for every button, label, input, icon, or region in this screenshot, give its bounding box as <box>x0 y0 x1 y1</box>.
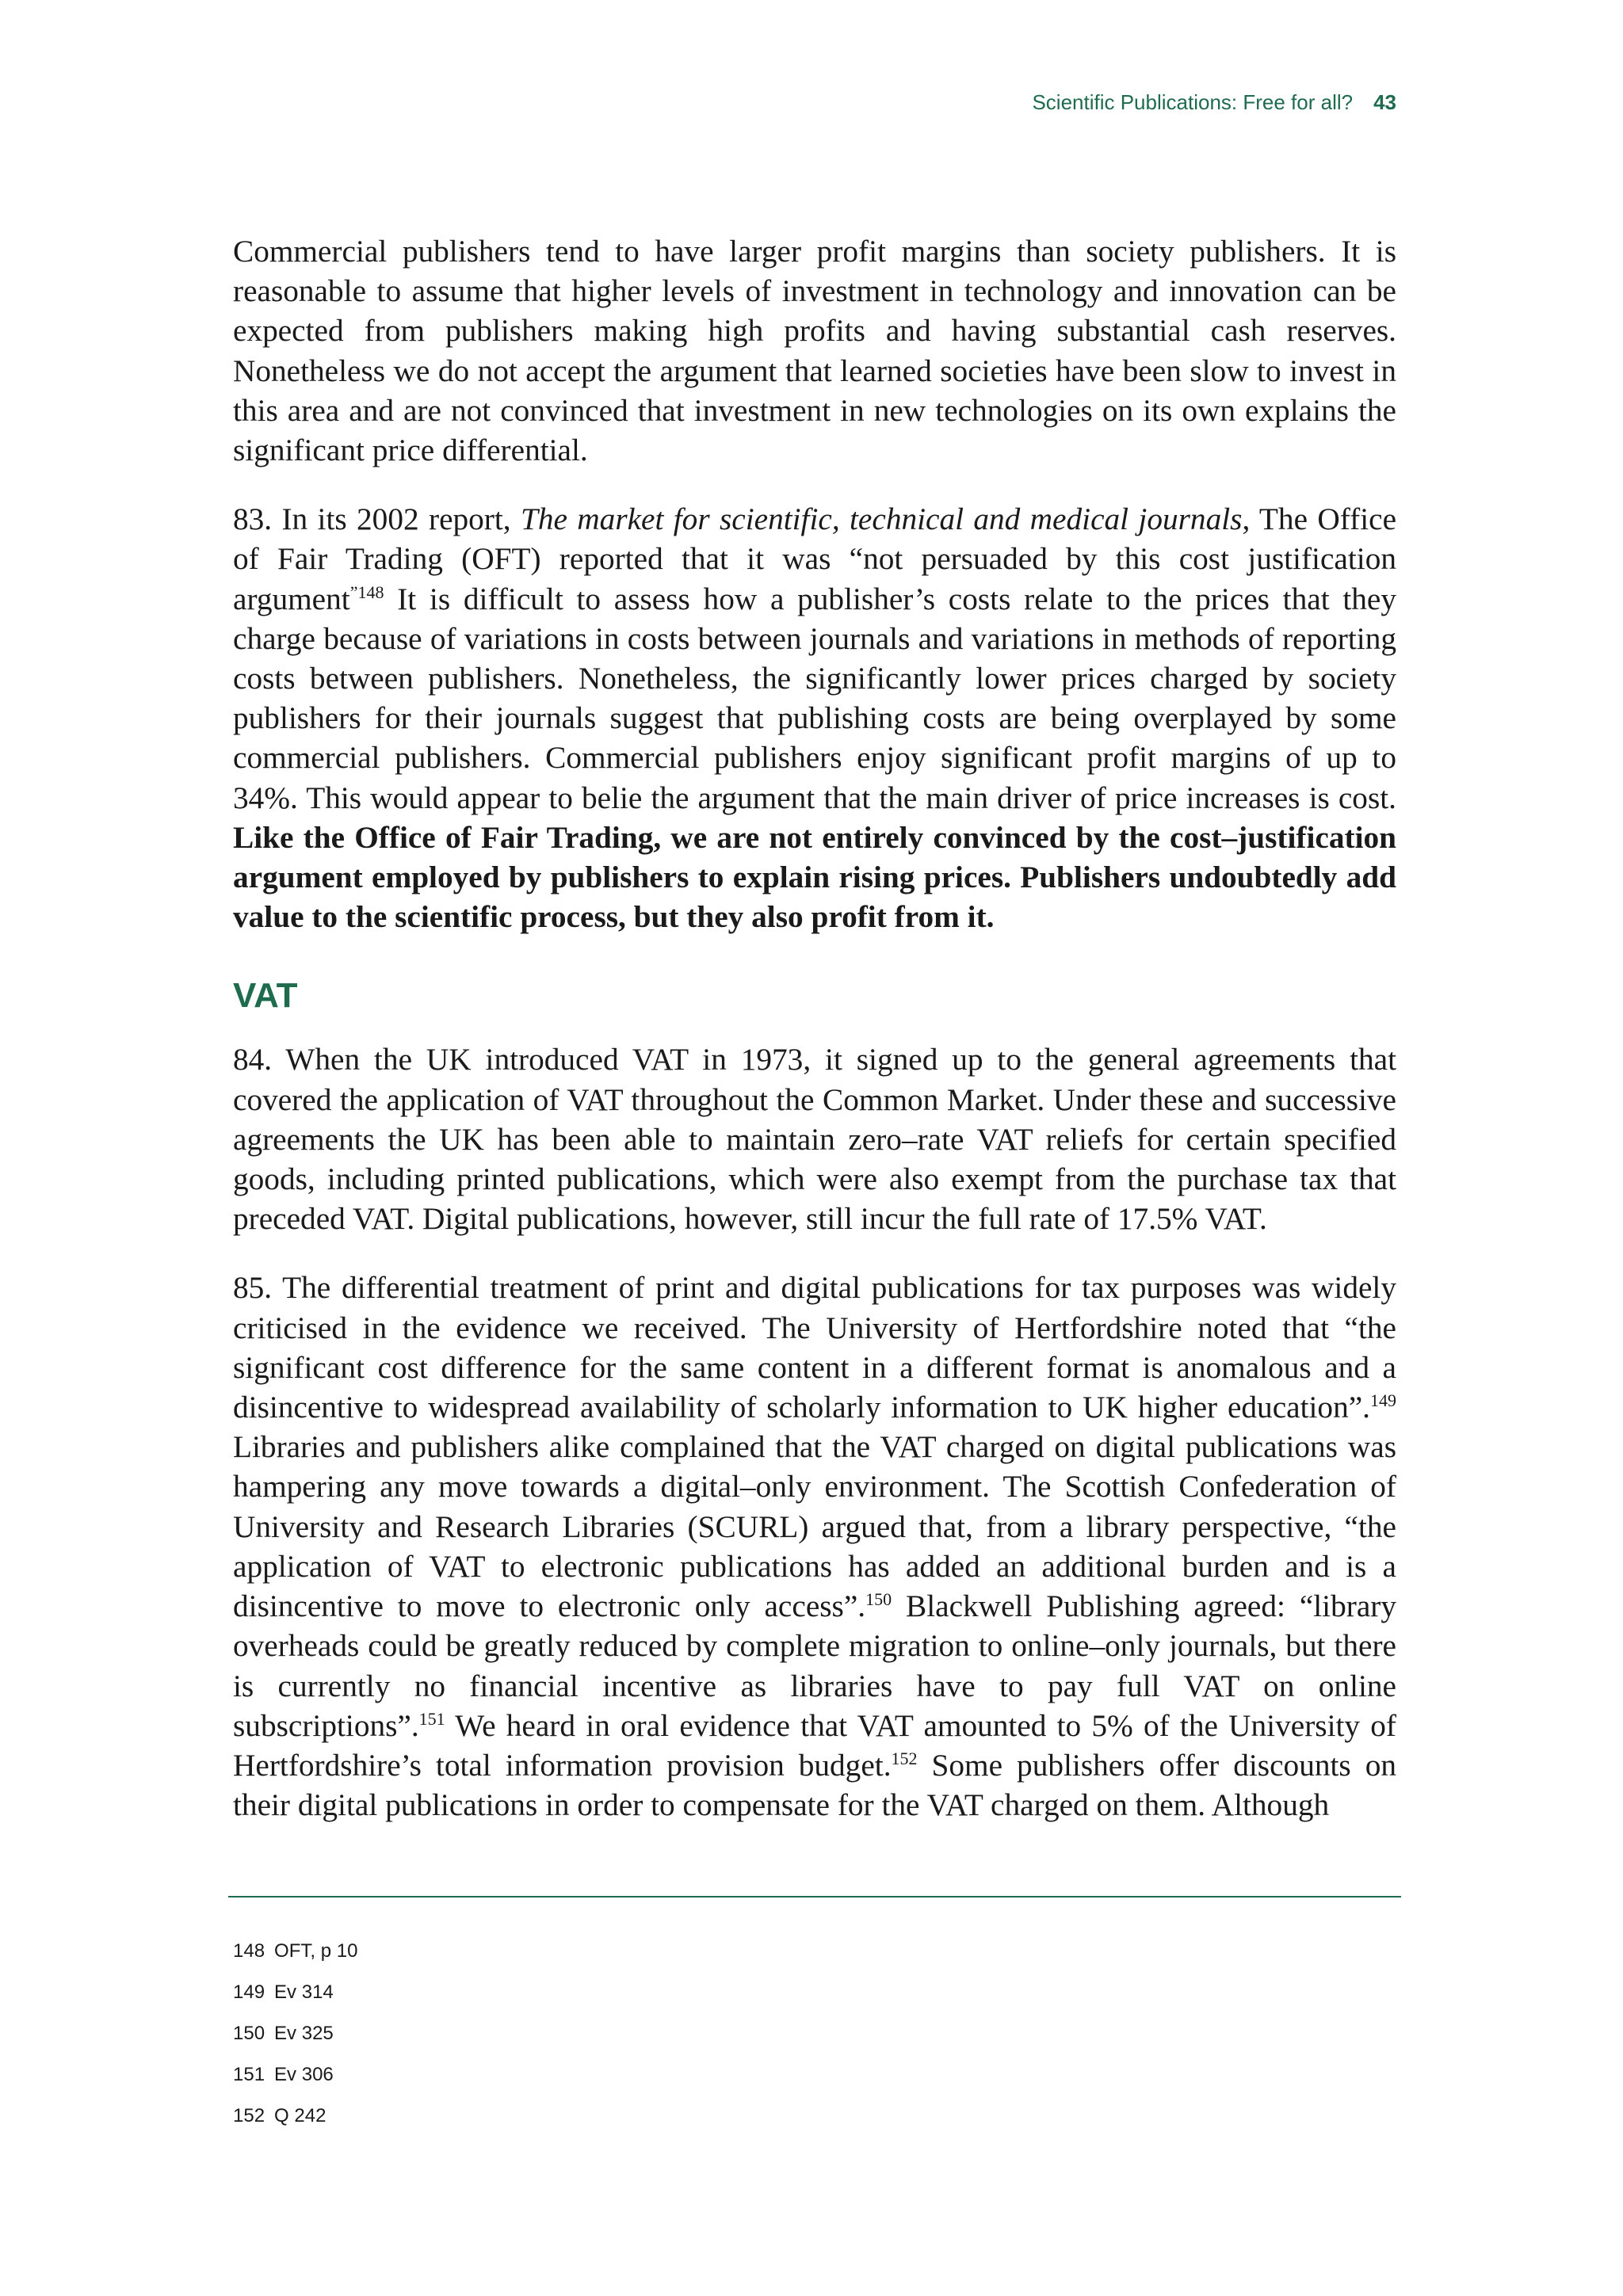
footnote-text: Ev 314 <box>274 1981 334 2003</box>
footnote-number: 150 <box>233 2023 265 2044</box>
section-heading-vat: VAT <box>233 976 298 1016</box>
page-number: 43 <box>1373 90 1396 114</box>
p85-s4: We heard in oral evidence that VAT amounted to 5% of the University of Hertfordshire’s total information provision budget. <box>233 1707 1396 1783</box>
p83-text2: It is difficult to assess how a publisher’s costs relate to the prices that they charge because of variations in costs between journals and variations in methods of reporting costs between publishers. Nonetheless, the significantly lower prices charged by society publishers for their journals suggest that publishing costs are being overplayed by some commercial publishers. Commercial publishers enjoy significant profit margins of up to 34%. This would appear to belie the argument that the main driver of price increases is cost. <box>233 581 1396 815</box>
p83-quote-close: ” <box>349 582 358 602</box>
running-header-title: Scientific Publications: Free for all? <box>1032 90 1354 114</box>
paragraph-83 <box>233 499 1396 936</box>
footnote-149 <box>233 1981 357 2022</box>
paragraph-84: 84. When the UK introduced VAT in 1973, it signed up to the general agreements that covered the application of VAT throughout the Common Market. Under these and successive agreements the UK has been able to maintain zero–rate VAT reliefs for certain specified goods, including printed publications, which were also exempt from the purchase tax that preceded VAT. Digital publications, however, still incur the full rate of 17.5% VAT. <box>233 1042 1396 1237</box>
p83-text1: , The Office of Fair Trading (OFT) reported that it was “not persuaded by this cost justification argument <box>233 502 1397 616</box>
paragraph-82-continuation: Commercial publishers tend to have larger profit margins than society publishers. It is reasonable to assume that higher levels of investment in technology and innovation can be expected from publishers making high profits and having substantial cash reserves. Nonetheless we do not accept the argument that learned societies have been slow to invest in this area and are not convinced that investment in new technologies on its own explains the significant price differential. <box>233 234 1396 468</box>
footnote-ref-149: 149 <box>1370 1390 1396 1411</box>
footnote-number: 151 <box>233 2064 265 2085</box>
footnote-151 <box>233 2063 357 2104</box>
footnote-ref-148: 148 <box>357 582 384 602</box>
p85-s2: Libraries and publishers alike complained that the VAT charged on digital publications was hampering any move towards a digital–only environment. The Scottish Confederation of University and Research Libraries (SCURL) argued that, from a library perspective, “the application of VAT to electronic publications has added an additional burden and is a disincentive to move to electronic only access”. <box>233 1429 1396 1624</box>
footnote-text: Ev 306 <box>274 2064 334 2085</box>
p83-intro: 83. In its 2002 report, <box>233 502 521 537</box>
footnote-number: 152 <box>233 2105 265 2126</box>
p85-s3: Blackwell Publishing agreed: “library overheads could be greatly reduced by complete migration to online–only journals, but there is currently no financial incentive as libraries have to pay full VAT on online subscriptions”. <box>233 1589 1397 1743</box>
p85-s1: 85. The differential treatment of print and digital publications for tax purposes was widely criticised in the evidence we received. The University of Hertfordshire noted that “the significant cost difference for the same content in a different format is anomalous and a disincentive to widespread availability of scholarly information to UK higher education”. <box>233 1270 1396 1425</box>
footnote-text: OFT, p 10 <box>274 1940 358 1962</box>
report-title: The market for scientific, technical and medical journals <box>521 502 1243 537</box>
footnote-ref-150: 150 <box>865 1589 892 1610</box>
footnote-152 <box>233 2104 357 2145</box>
footnote-divider <box>228 1896 1401 1897</box>
main-content <box>233 231 1396 1854</box>
footnote-number: 149 <box>233 1981 265 2003</box>
footnote-number: 148 <box>233 1940 265 1962</box>
footnote-ref-152: 152 <box>891 1748 918 1768</box>
paragraph-85 <box>233 1268 1396 1825</box>
footnote-150 <box>233 2022 357 2063</box>
p85-s5: Some publishers offer discounts on their digital publications in order to compensate for the VAT charged on them. Although <box>233 1747 1397 1823</box>
footnote-148 <box>233 1939 357 1981</box>
footnote-text: Ev 325 <box>274 2023 334 2044</box>
footnote-text: Q 242 <box>274 2105 327 2126</box>
footnote-ref-151: 151 <box>418 1708 445 1729</box>
running-header <box>1032 90 1396 115</box>
p83-conclusion: Like the Office of Fair Trading, we are not entirely convinced by the cost–justification argument employed by publishers to explain rising prices. Publishers undoubtedly add value to the scientific process, but they also profit from it. <box>233 819 1396 935</box>
footnotes <box>233 1939 357 2145</box>
